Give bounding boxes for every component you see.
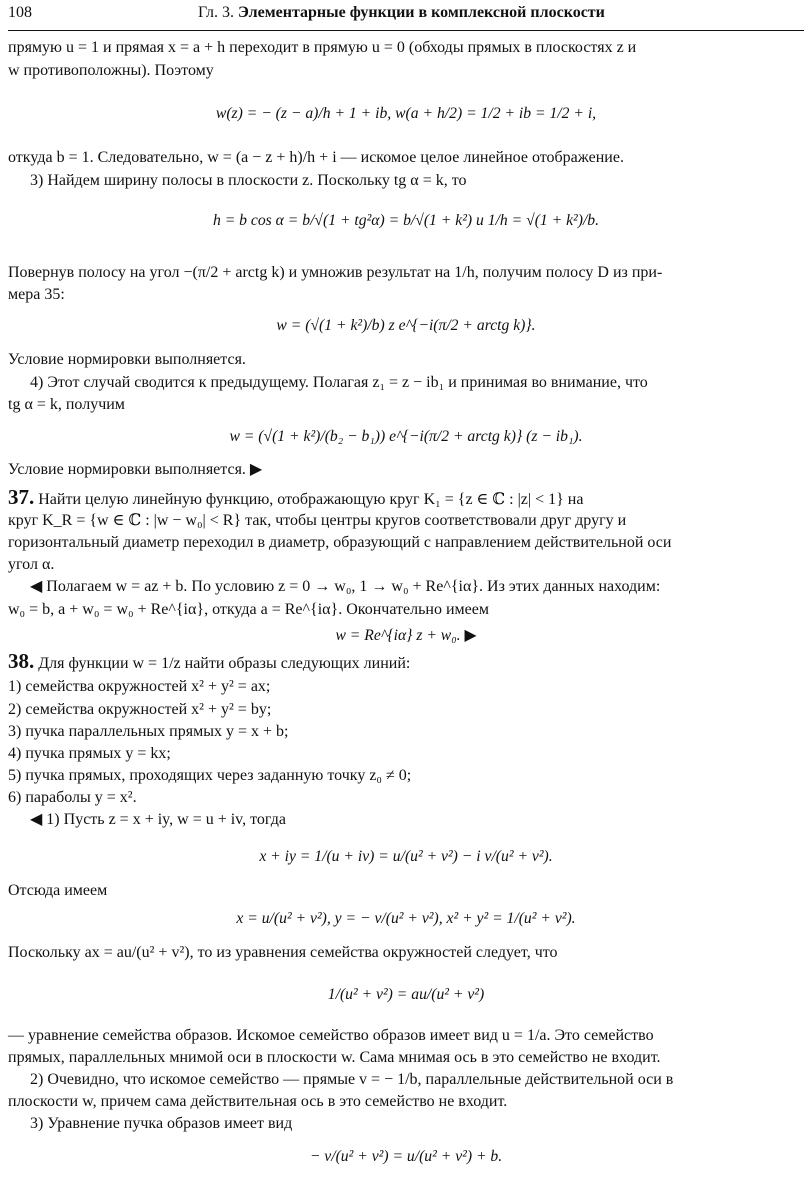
text-line: угол α. bbox=[8, 556, 55, 573]
text-line: Отсюда имеем bbox=[8, 882, 108, 899]
chapter-label: Гл. 3. bbox=[198, 4, 235, 21]
problem-number-38: 38. bbox=[8, 649, 35, 673]
formula: w = Re^{iα} z + w₀. ▶ bbox=[335, 627, 477, 644]
list-item: 6) параболы y = x². bbox=[8, 789, 137, 806]
text-line: Повернув полосу на угол −(π/2 + arctg k) и умножив результат на 1/h, получим полосу D из при- bbox=[8, 264, 663, 281]
text-line: Найти целую линейную функцию, отображающую круг K₁ = {z ∈ ℂ : |z| < 1} на bbox=[38, 491, 584, 508]
list-item: 1) семейства окружностей x² + y² = ax; bbox=[8, 678, 271, 695]
text-line: Поскольку ax = au/(u² + v²), то из уравнения семейства окружностей следует, что bbox=[8, 944, 558, 961]
formula: h = b cos α = b/√(1 + tg²α) = b/√(1 + k²) и 1/h = √(1 + k²)/b. bbox=[212, 212, 600, 229]
formula: w(z) = − (z − a)/h + 1 + ib, w(a + h/2) = 1/2 + ib = 1/2 + i, bbox=[215, 105, 597, 122]
formula: w = (√(1 + k²)/(b₂ − b₁)) e^{−i(π/2 + arctg k)} (z − ib₁). bbox=[229, 428, 583, 445]
problem-number-37: 37. bbox=[8, 485, 35, 509]
text-line: 2) Очевидно, что искомое семейство — прямые v = − 1/b, параллельные действительной оси в bbox=[30, 1071, 674, 1088]
formula: 1/(u² + v²) = au/(u² + v²) bbox=[327, 986, 485, 1003]
list-item: 5) пучка прямых, проходящих через заданную точку z₀ ≠ 0; bbox=[8, 767, 412, 784]
text-line: Условие нормировки выполняется. bbox=[8, 351, 246, 368]
formula: − v/(u² + v²) = u/(u² + v²) + b. bbox=[309, 1148, 503, 1165]
problem-38-first-line bbox=[8, 651, 410, 674]
text-line: откуда b = 1. Следовательно, w = (a − z + h)/h + i — искомое целое линейное отображение. bbox=[8, 149, 624, 166]
running-title bbox=[198, 4, 605, 22]
page-number: 108 bbox=[8, 4, 32, 21]
page-header bbox=[8, 4, 804, 31]
text-line: Условие нормировки выполняется. ▶ bbox=[8, 461, 263, 478]
text-line: прямую u = 1 и прямая x = a + h переходит в прямую u = 0 (обходы прямых в плоскостях z и bbox=[8, 39, 637, 56]
text-line: прямых, параллельных мнимой оси в плоскости w. Сама мнимая ось в это семейство не входит. bbox=[8, 1049, 661, 1066]
text-line: 3) Найдем ширину полосы в плоскости z. Поскольку tg α = k, то bbox=[30, 172, 467, 189]
text-line: горизонтальный диаметр переходил в диаметр, образующий с направлением действительной оси bbox=[8, 534, 672, 551]
problem-37-first-line bbox=[8, 487, 583, 510]
text-line: 3) Уравнение пучка образов имеет вид bbox=[30, 1115, 293, 1132]
text-line: tg α = k, получим bbox=[8, 396, 125, 413]
text-line: 4) Этот случай сводится к предыдущему. Полагая z₁ = z − ib₁ и принимая во внимание, что bbox=[30, 374, 648, 391]
text-line: ◀ 1) Пусть z = x + iy, w = u + iv, тогда bbox=[30, 811, 286, 828]
text-line: w противоположны). Поэтому bbox=[8, 62, 214, 79]
text-line: ◀ Полагаем w = az + b. По условию z = 0 → w₀, 1 → w₀ + Re^{iα}. Из этих данных находим: bbox=[30, 578, 661, 595]
list-item: 2) семейства окружностей x² + y² = by; bbox=[8, 701, 272, 718]
text-line: w₀ = b, a + w₀ = w₀ + Re^{iα}, откуда a = Re^{iα}. Окончательно имеем bbox=[8, 601, 489, 618]
chapter-title: Элементарные функции в комплексной плоскости bbox=[238, 4, 605, 21]
formula: w = (√(1 + k²)/b) z e^{−i(π/2 + arctg k)}. bbox=[276, 317, 536, 334]
formula: x + iy = 1/(u + iv) = u/(u² + v²) − i v/(u² + v²). bbox=[259, 848, 553, 865]
text-line: мера 35: bbox=[8, 286, 65, 303]
text-line: круг K_R = {w ∈ ℂ : |w − w₀| < R} так, чтобы центры кругов соответствовали друг другу и bbox=[8, 512, 627, 529]
text-line: плоскости w, причем сама действительная ось в это семейство не входит. bbox=[8, 1093, 508, 1110]
list-item: 4) пучка прямых y = kx; bbox=[8, 745, 171, 762]
formula: x = u/(u² + v²), y = − v/(u² + v²), x² + y² = 1/(u² + v²). bbox=[236, 910, 576, 927]
text-line: Для функции w = 1/z найти образы следующих линий: bbox=[38, 655, 411, 672]
list-item: 3) пучка параллельных прямых y = x + b; bbox=[8, 723, 289, 740]
text-line: — уравнение семейства образов. Искомое семейство образов имеет вид u = 1/a. Это семейство bbox=[8, 1027, 654, 1044]
